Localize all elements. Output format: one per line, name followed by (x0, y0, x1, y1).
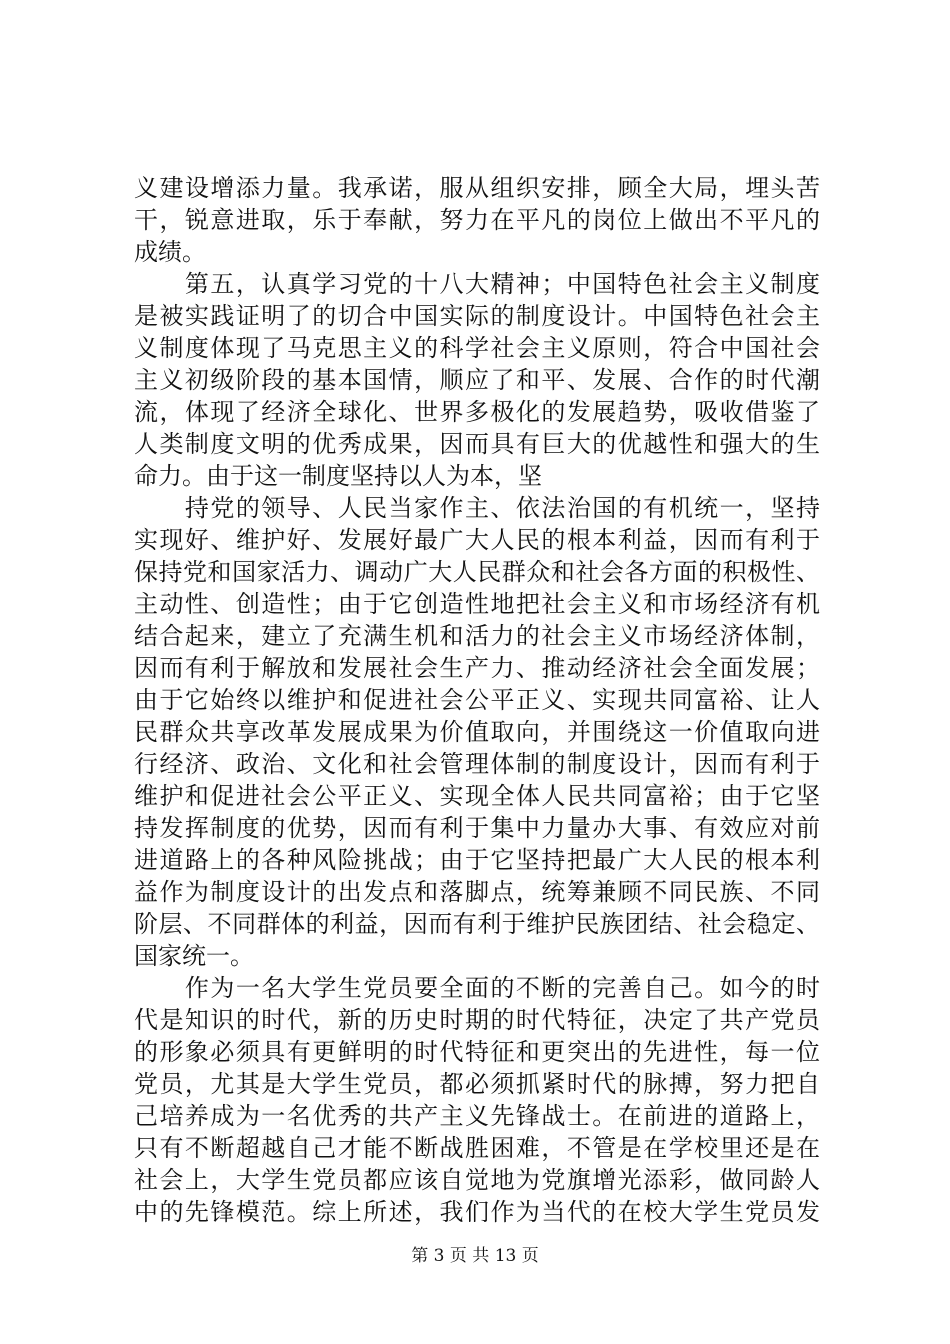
text-line: 流，体现了经济全球化、世界多极化的发展趋势，吸收借鉴了 (134, 398, 820, 426)
text-line: 行经济、政治、文化和社会管理体制的制度设计，因而有利于 (134, 750, 820, 778)
text-line: 党员，尤其是大学生党员，都必须抓紧时代的脉搏，努力把自 (134, 1070, 820, 1098)
text-line: 人类制度文明的优秀成果，因而具有巨大的优越性和强大的生 (134, 430, 820, 458)
text-line: 成绩。 (134, 238, 206, 266)
text-line: 代是知识的时代，新的历史时期的时代特征，决定了共产党员 (134, 1006, 820, 1034)
text-line: 中的先锋模范。综上所述，我们作为当代的在校大学生党员发 (134, 1198, 820, 1226)
text-line: 主动性、创造性；由于它创造性地把社会主义和市场经济有机 (134, 590, 820, 618)
text-line: 义建设增添力量。我承诺，服从组织安排，顾全大局，埋头苦 (134, 174, 820, 202)
text-line: 结合起来，建立了充满生机和活力的社会主义市场经济体制， (134, 622, 820, 650)
text-line: 益作为制度设计的出发点和落脚点，统筹兼顾不同民族、不同 (134, 878, 820, 906)
text-line: 因而有利于解放和发展社会生产力、推动经济社会全面发展； (134, 654, 820, 682)
text-line: 实现好、维护好、发展好最广大人民的根本利益，因而有利于 (134, 526, 820, 554)
text-line: 只有不断超越自己才能不断战胜困难，不管是在学校里还是在 (134, 1134, 820, 1162)
page-footer: 第 3 页 共 13 页 (411, 1246, 539, 1266)
text-line: 社会上，大学生党员都应该自觉地为党旗增光添彩，做同龄人 (134, 1166, 820, 1194)
text-line: 干，锐意进取，乐于奉献，努力在平凡的岗位上做出不平凡的 (134, 206, 820, 234)
text-line: 由于它始终以维护和促进社会公平正义、实现共同富裕、让人 (134, 686, 820, 714)
text-line: 命力。由于这一制度坚持以人为本，坚 (134, 462, 542, 490)
text-line: 保持党和国家活力、调动广大人民群众和社会各方面的积极性、 (134, 558, 820, 586)
text-line: 主义初级阶段的基本国情，顺应了和平、发展、合作的时代潮 (134, 366, 820, 394)
text-line: 是被实践证明了的切合中国实际的制度设计。中国特色社会主 (134, 302, 820, 330)
text-line: 的形象必须具有更鲜明的时代特征和更突出的先进性，每一位 (134, 1038, 820, 1066)
text-line: 民群众共享改革发展成果为价值取向，并围绕这一价值取向进 (134, 718, 820, 746)
text-line: 进道路上的各种风险挑战；由于它坚持把最广大人民的根本利 (134, 846, 820, 874)
text-line: 作为一名大学生党员要全面的不断的完善自己。如今的时 (134, 974, 820, 1002)
text-line: 国家统一。 (134, 942, 254, 970)
text-line: 义制度体现了马克思主义的科学社会主义原则，符合中国社会 (134, 334, 820, 362)
text-line: 阶层、不同群体的利益，因而有利于维护民族团结、社会稳定、 (134, 910, 820, 938)
body-text (134, 172, 820, 1228)
text-line: 持发挥制度的优势，因而有利于集中力量办大事、有效应对前 (134, 814, 820, 842)
text-line: 己培养成为一名优秀的共产主义先锋战士。在前进的道路上， (134, 1102, 820, 1130)
text-line: 持党的领导、人民当家作主、依法治国的有机统一，坚持 (134, 494, 820, 522)
text-line: 维护和促进社会公平正义、实现全体人民共同富裕；由于它坚 (134, 782, 820, 810)
text-line: 第五，认真学习党的十八大精神；中国特色社会主义制度 (134, 270, 820, 298)
